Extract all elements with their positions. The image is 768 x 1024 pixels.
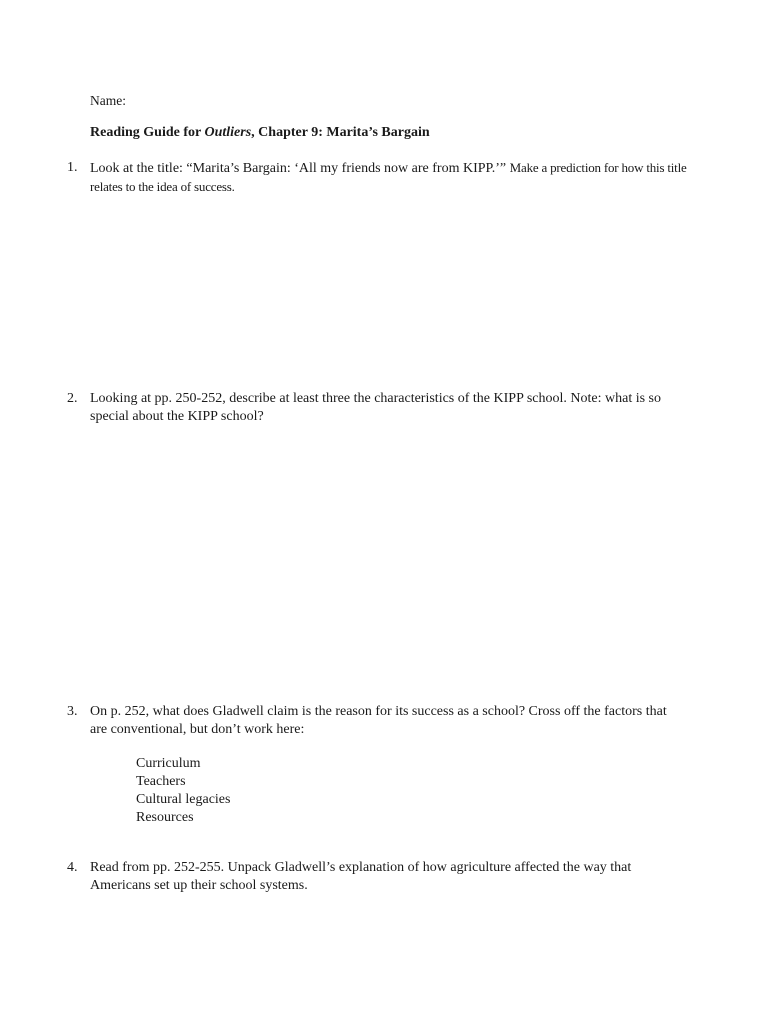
question-text: Looking at pp. 250-252, describe at least three the characteristics of the KIPP school. Note: what is so special about the KIPP school? xyxy=(90,391,661,424)
title-suffix: , Chapter 9: Marita’s Bargain xyxy=(251,125,430,140)
factor-item-cultural-legacies: Cultural legacies xyxy=(136,792,231,807)
factor-item-curriculum: Curriculum xyxy=(136,756,201,771)
question-text xyxy=(90,159,687,197)
question-2 xyxy=(67,390,687,426)
question-number: 2. xyxy=(67,391,78,406)
question-4 xyxy=(67,859,687,895)
question-1 xyxy=(67,159,687,197)
title-book: Outliers xyxy=(204,125,252,140)
factor-list xyxy=(136,755,230,827)
question-number: 3. xyxy=(67,704,78,719)
factor-item-resources: Resources xyxy=(136,810,194,825)
title-prefix: Reading Guide for xyxy=(90,125,205,140)
question-number: 4. xyxy=(67,860,78,875)
question-text: Read from pp. 252-255. Unpack Gladwell’s explanation of how agriculture affected the way that Americans set up their school systems. xyxy=(90,860,632,893)
question-text-tail: Make a prediction for how this title relates to the idea of success. xyxy=(90,160,687,194)
factor-item-teachers: Teachers xyxy=(136,774,186,789)
question-3 xyxy=(67,703,687,739)
question-text-main: Look at the title: “Marita’s Bargain: ‘All my friends now are from KIPP.’” xyxy=(90,161,510,176)
name-label: Name: xyxy=(90,93,126,108)
worksheet-title xyxy=(90,124,430,142)
question-text: On p. 252, what does Gladwell claim is the reason for its success as a school? Cross off the factors that are conventional, but don’t work here: xyxy=(90,704,667,737)
question-number: 1. xyxy=(67,160,78,175)
